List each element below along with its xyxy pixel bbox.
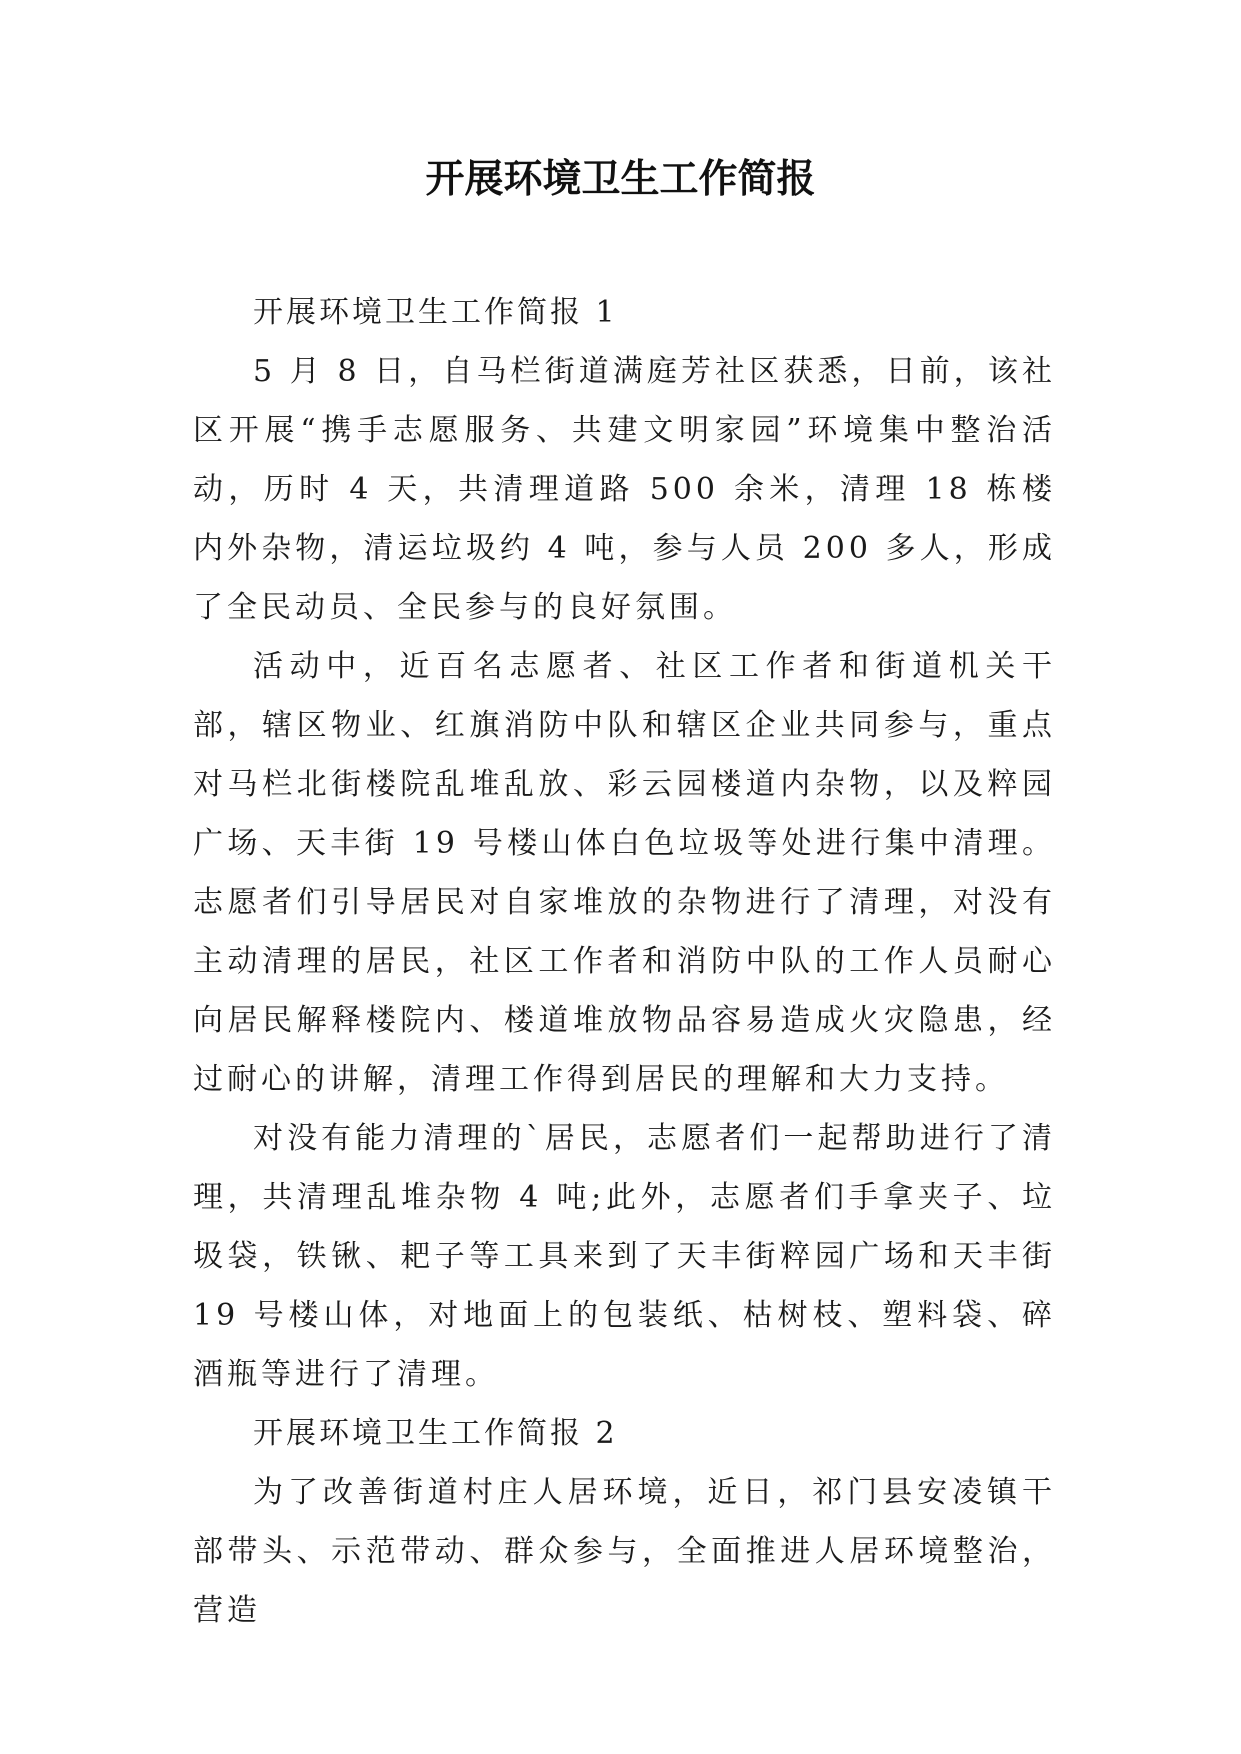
paragraph: 5 月 8 日，自马栏街道满庭芳社区获悉，日前，该社区开展“携手志愿服务、共建文明家园”环境集中整治活动，历时 4 天，共清理道路 500 余米，清理 18 栋楼内外杂物，清运垃圾约 4 吨，参与人员 200 多人，形成了全民动员、全民参与的良好氛围。 <box>193 354 1056 625</box>
document-title: 开展环境卫生工作简报 <box>425 157 816 202</box>
section-heading-1: 开展环境卫生工作简报 1 <box>253 295 618 330</box>
paragraph: 对没有能力清理的`居民，志愿者们一起帮助进行了清理，共清理乱堆杂物 4 吨;此外，志愿者们手拿夹子、垃圾袋，铁锹、耙子等工具来到了天丰街粹园广场和天丰街 19 号楼山体，对地面上的包装纸、枯树枝、塑料袋、碎酒瓶等进行了清理。 <box>193 1121 1056 1392</box>
paragraph: 为了改善街道村庄人居环境，近日，祁门县安凌镇干部带头、示范带动、群众参与，全面推进人居环境整治，营造 <box>193 1475 1056 1628</box>
document-body <box>193 283 1056 1640</box>
section-heading-2: 开展环境卫生工作简报 2 <box>253 1416 618 1451</box>
paragraph: 活动中，近百名志愿者、社区工作者和街道机关干部，辖区物业、红旗消防中队和辖区企业共同参与，重点对马栏北街楼院乱堆乱放、彩云园楼道内杂物，以及粹园广场、天丰街 19 号楼山体白色垃圾等处进行集中清理。志愿者们引导居民对自家堆放的杂物进行了清理，对没有主动清理的居民，社区工作者和消防中队的工作人员耐心向居民解释楼院内、楼道堆放物品容易造成火灾隐患，经过耐心的讲解，清理工作得到居民的理解和大力支持。 <box>193 649 1056 1097</box>
